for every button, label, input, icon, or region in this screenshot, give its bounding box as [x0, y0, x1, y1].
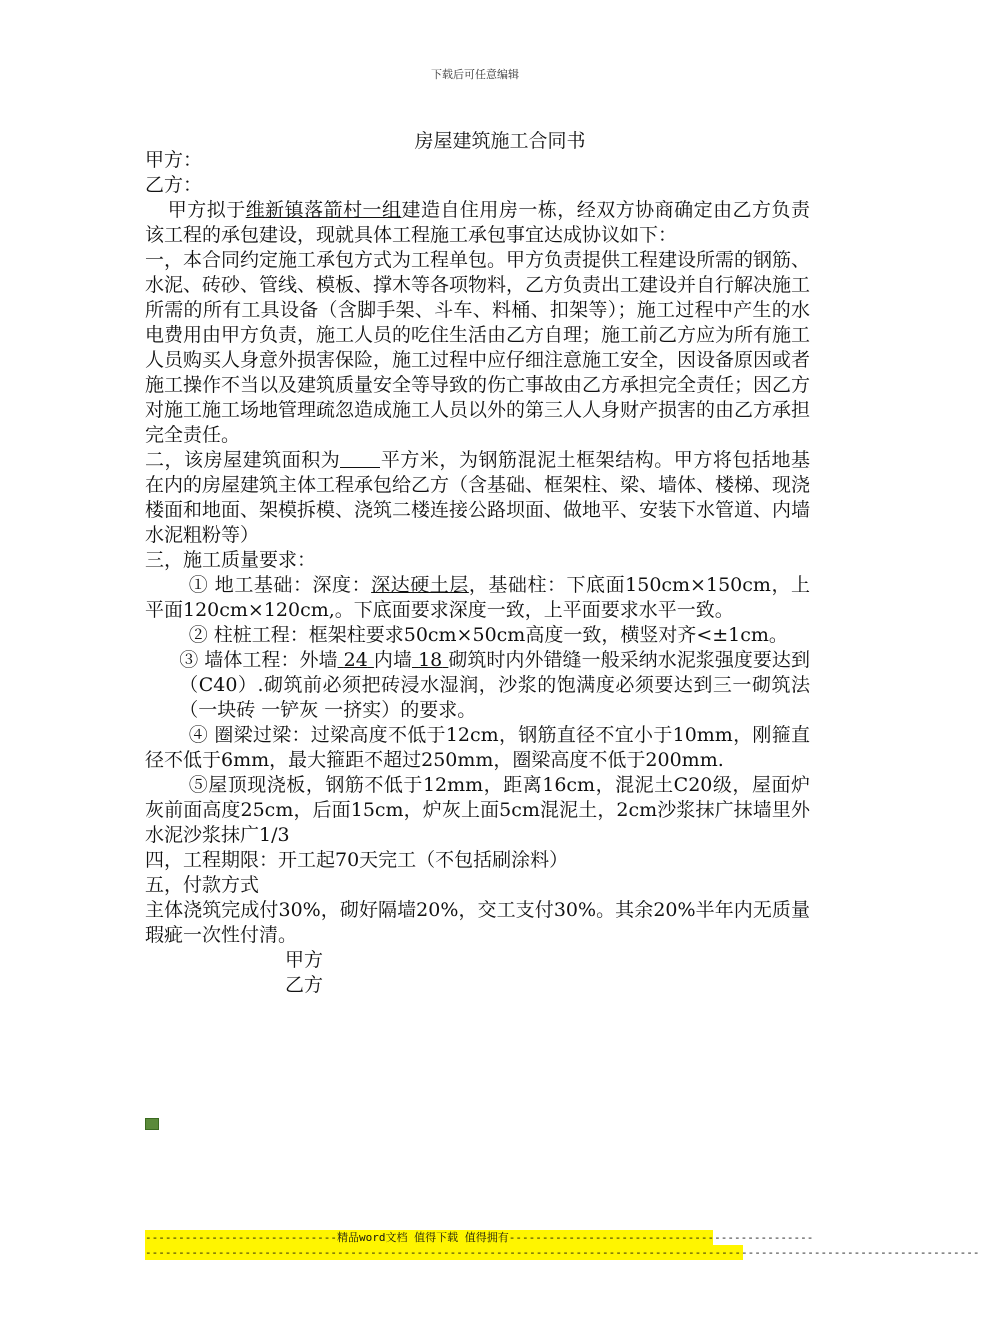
foundation-depth: 深达硬土层	[371, 574, 469, 596]
intro-post: 建造自住用房一栋，经双方协商确定由乙方负责该工程的承包建设，现就具体工程施工承包事宜达成协议如下：	[145, 199, 810, 246]
footer-banner	[145, 1230, 980, 1260]
embedded-image-icon	[145, 1118, 159, 1130]
clause-2	[145, 448, 810, 548]
req-3-post: 砌筑时内外错缝一般采纳水泥浆强度要达到（C40）.砌筑前必须把砖浸水湿润，沙浆的饱满度必须要达到三一砌筑法（一块砖 一铲灰 一挤实）的要求。	[179, 649, 810, 721]
signature-party-a: 甲方	[285, 949, 324, 971]
clause-2-pre: 二，该房屋建筑面积为	[145, 449, 341, 471]
clause-5-title: 五，付款方式	[145, 874, 260, 896]
req-1-pre: ① 地工基础：深度：	[188, 574, 372, 596]
intro-pre: 甲方拟于	[167, 199, 246, 221]
party-a-line: 甲方：	[145, 149, 203, 171]
intro-paragraph	[145, 198, 810, 248]
party-b-line: 乙方：	[145, 174, 203, 196]
requirement-1	[145, 573, 810, 623]
requirement-2: ② 柱桩工程：框架柱要求50cm×50cm高度一致，横竖对齐<±1cm。	[188, 624, 788, 646]
build-location: 维新镇落箭村一组	[245, 199, 402, 221]
footer-line-2: ------------------------------------------------------------------------------------------------------------------------------	[145, 1246, 980, 1259]
outer-wall-value: 24	[343, 649, 368, 671]
clause-1: 一，本合同约定施工承包方式为工程单包。甲方负责提供工程建设所需的钢筋、水泥、砖砂、管线、模板、撑木等各项物料，乙方负责出工建设并自行解决施工所需的所有工具设备（含脚手架、斗车、料桶、扣架等）；施工过程中产生的水电费用由甲方负责，施工人员的吃住生活由乙方自理；施工前乙方应为所有施工人员购买人身意外损害保险，施工过程中应仔细注意施工安全，因设备原因或者施工操作不当以及建筑质量安全等导致的伤亡事故由乙方承担完全责任；因乙方对施工施工场地管理疏忽造成施工人员以外的第三人人身财产损害的由乙方承担完全责任。	[145, 249, 811, 446]
clause-3-title: 三，施工质量要求：	[145, 549, 317, 571]
req-1-post: ，基础柱：下底面150cm×150cm，上平面120cm×120cm,。下底面要求深度一致，上平面要求水平一致。	[145, 574, 810, 621]
clause-4: 四，工程期限：开工起70天完工（不包括刷涂料）	[145, 849, 569, 871]
footer-line-1: -----------------------------精品word文档 值得下载 值得拥有----------------------------------------------	[145, 1231, 814, 1244]
requirement-5: ⑤屋顶现浇板，钢筋不低于12mm，距离16cm，混泥土C20级，屋面炉灰前面高度25cm，后面15cm，炉灰上面5cm混泥土，2cm沙浆抹广抹墙里外水泥沙浆抹广1/3	[145, 774, 810, 846]
contract-body	[145, 148, 810, 998]
signature-party-b: 乙方	[285, 974, 324, 996]
req-3-pre: ③ 墙体工程：外墙	[179, 649, 338, 671]
requirement-4: ④ 圈梁过梁：过梁高度不低于12cm，钢筋直径不宜小于10mm，刚箍直径不低于6mm，最大箍距不超过250mm，圈梁高度不低于200mm.	[145, 724, 810, 771]
requirement-3	[145, 648, 810, 723]
inner-wall-value: 18	[418, 649, 443, 671]
clause-2-post: 平方米，为钢筋混泥土框架结构。甲方将包括地基在内的房屋建筑主体工程承包给乙方（含基础、框架柱、梁、墙体、楼梯、现浇楼面和地面、架模拆模、浇筑二楼连接公路坝面、做地平、安装下水管道、内墙水泥粗粉等）	[145, 449, 811, 546]
area-blank	[340, 449, 380, 468]
page-title: 房屋建筑施工合同书	[414, 130, 586, 152]
payment-terms: 主体浇筑完成付30%，砌好隔墙20%，交工支付30%。其余20%半年内无质量瑕疵一次性付清。	[145, 899, 810, 946]
header-note: 下载后可任意编辑	[431, 68, 519, 81]
req-3-mid: 内墙	[373, 649, 412, 671]
